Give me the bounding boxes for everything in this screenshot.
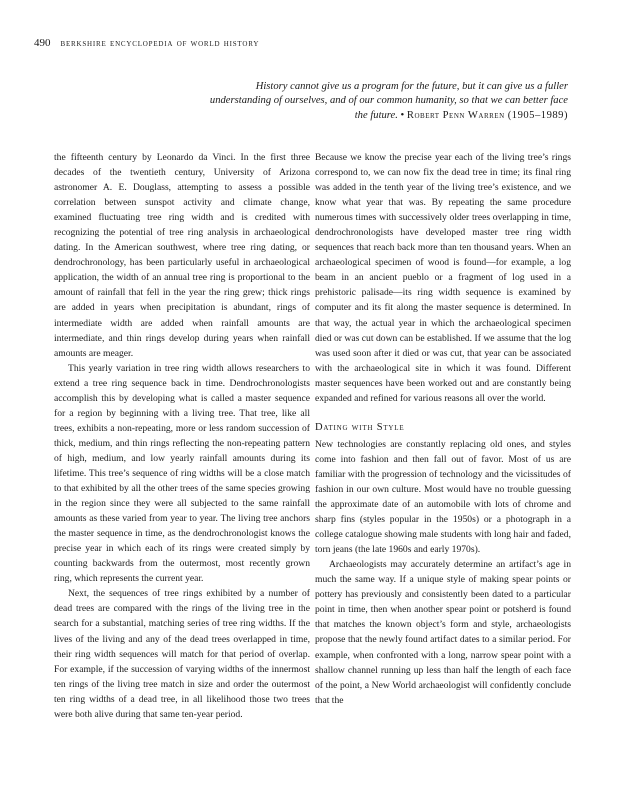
left-column [54,150,310,722]
body-paragraph: This yearly variation in tree ring width allows researchers to extend a tree ring sequence back in time. Dendrochronologists accomplish this by developing what is called a master sequence for a region by beginning with a living tree. That tree, like all trees, exhibits a non-repeating, more or less random succession of thick, medium, and thin rings reflecting the non-repeating pattern of high, medium, and low yearly rainfall amounts during its lifetime. This tree’s sequence of ring widths will be a close match to that exhibited by all the other trees of the same species growing in the region since they were all subjected to the same rainfall amounts as these varied from year to year. The living tree anchors the master sequence in time, as the dendrochronologist knows the precise year in which each of its rings were created simply by counting backwards from the outermost, most recently grown ring, which represents the current year. [54,362,310,585]
epigraph [200,80,568,123]
page-number: 490 [34,37,51,49]
epigraph-quote: History cannot give us a program for the future, but it can give us a fuller understanding of ourselves, and of our common humanity, so that we can better face the future. [209,81,568,121]
right-column [315,150,571,708]
body-paragraph: Because we know the precise year each of the living tree’s rings correspond to, we can now fix the dead tree in time; its final ring was added in the tenth year of the living tree’s existence, and we know what year that was. By repeating the same procedure numerous times with successively older trees overlapping in time, dendrochronologists have developed master tree ring width sequences that reach back more than ten thousand years. When an archaeological specimen of wood is found—for example, a log beam in an ancient pueblo or a fragment of log used in a prehistoric palisade—its ring width sequence is examined by computer and its fit along the master sequence is determined. In that way, the actual year in which the archaeological specimen died or was cut down can be established. If we assume that the log was used soon after it died or was cut, that year can be associated with the archaeological site in which it was found. Different master sequences have been worked out and are constantly being expanded and refined for various reasons all over the world. [315,152,571,404]
body-paragraph: Next, the sequences of tree rings exhibited by a number of dead trees are compared with the rings of the living tree in the search for a substantial, matching series of tree ring widths. If the lives of the living and any of the dead trees overlapped in time, their ring width sequences will match for that period of overlap. For example, if the succession of varying widths of the innermost ten rings of the living tree match in size and order the outermost ten ring widths of a dead tree, in all likelihood those two trees were both alive during that same ten-year period. [54,588,310,720]
epigraph-author: Robert Penn Warren (1905–1989) [406,109,568,121]
body-paragraph: Archaeologists may accurately determine an artifact’s age in much the same way. If a unique style of making spear points or pottery has previously and consistently been dated to a particular point in time, then when another spear point or potsherd is found that matches the known object’s form and style, archaeologists propose that the newly found artifact dates to a similar period. For example, when confronted with a long, narrow spear point with a shallow channel running up less than half the length of each face of the point, a New World archaeologist will confidently conclude that the [315,559,571,706]
body-paragraph: the fifteenth century by Leonardo da Vinci. In the first three decades of the twentieth century, University of Arizona astronomer A. E. Douglass, attempting to assess a possible correlation between sunspot activity and climate change, examined fluctuating tree ring width and is credited with recognizing the potential of tree ring analysis in archaeological dating. In the American southwest, where tree ring dating, or dendrochronology, has been particularly useful in archaeological application, the width of an annual tree ring is proportional to the amount of rainfall that fell in the year the ring grew; thick rings are added in years when precipitation is abundant, rings of intermediate width are added when rainfall amounts are intermediate, and thin rings develop during years when rainfall amounts are meager. [54,152,310,359]
running-header [34,37,574,49]
running-title: berkshire encyclopedia of world history [60,38,260,49]
epigraph-bullet: • [400,109,405,121]
body-paragraph: New technologies are constantly replacing old ones, and styles come into fashion and then fall out of favor. Most of us are familiar with the progression of technology and the vicissitudes of fashion in our own culture. Most would have no trouble guessing the approximate date of an automobile with lots of chrome and sharp fins (styles popular in the 1950s) or a photograph in a college catalogue showing male students with long hair and faded, torn jeans (the late 1960s and early 1970s). [315,438,571,556]
section-heading: Dating with Style [315,421,405,433]
